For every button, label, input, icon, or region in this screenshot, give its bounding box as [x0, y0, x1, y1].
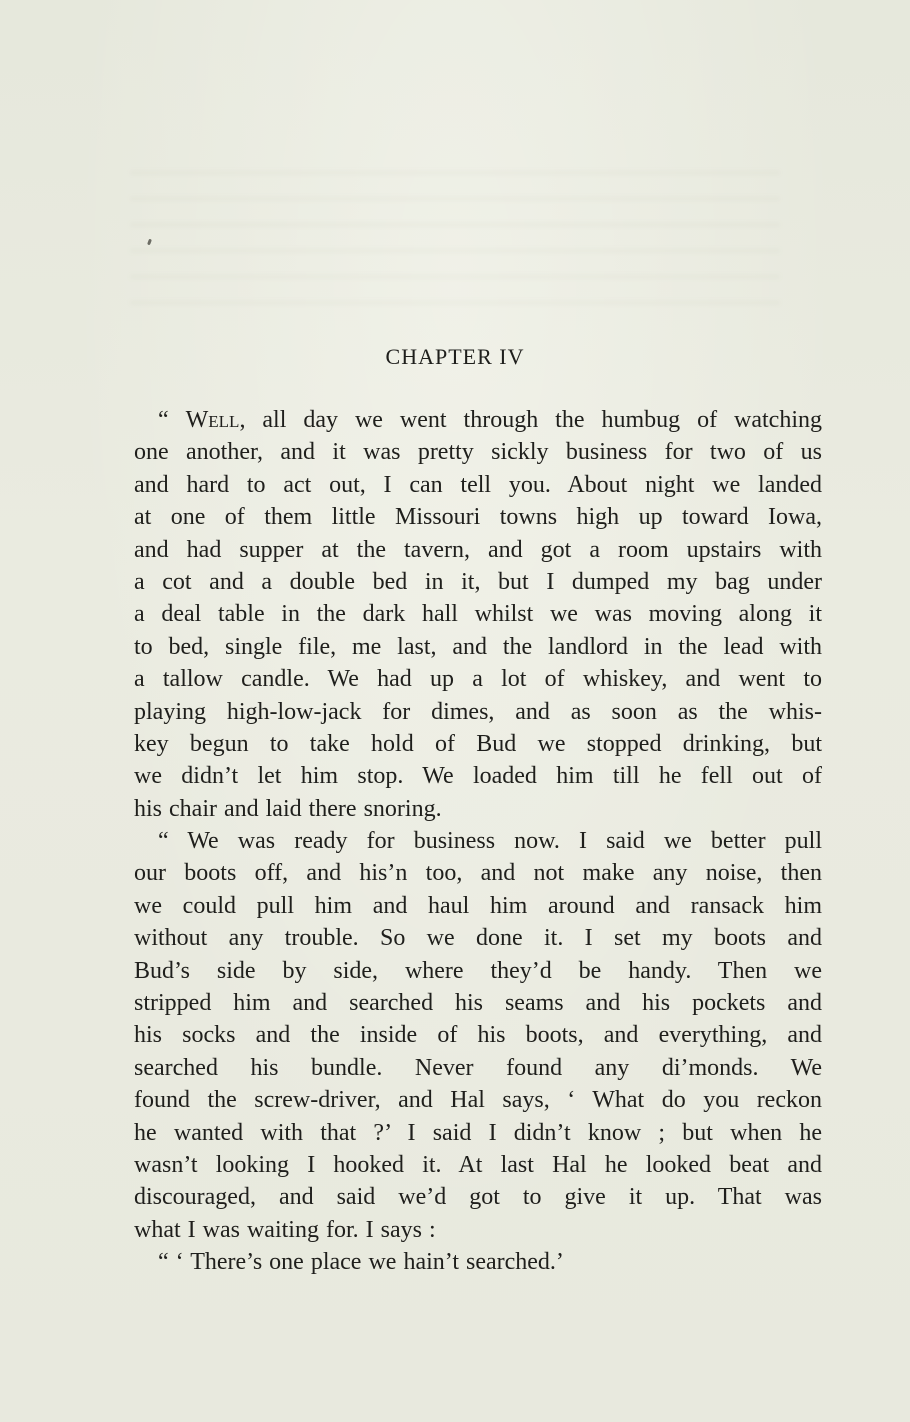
- drop-word: Well: [185, 407, 240, 433]
- text-line: wasn’t looking I hooked it. At last Hal he looked beat and: [134, 1151, 822, 1178]
- text-line: one another, and it was pretty sickly business for two of us: [134, 439, 822, 466]
- bleed-through-shadow: [130, 150, 780, 320]
- text-line: to bed, single file, me last, and the landlord in the lead with: [134, 633, 822, 660]
- paragraph-1: [134, 404, 822, 825]
- text-line: “ Well, all day we went through the humbug of watching: [158, 407, 823, 433]
- paragraph-3: [134, 1246, 822, 1278]
- paragraph-2: [134, 825, 822, 1246]
- text-line: searched his bundle. Never found any di’monds. We: [134, 1054, 822, 1081]
- text-line: his chair and laid there snoring.: [134, 795, 442, 822]
- text-line: a cot and a double bed in it, but I dumped my bag under: [134, 568, 822, 595]
- chapter-body: [134, 404, 822, 1279]
- text-line: playing high-low-jack for dimes, and as soon as the whis-: [134, 698, 822, 725]
- text-line: stripped him and searched his seams and his pockets and: [134, 990, 822, 1017]
- text-line: at one of them little Missouri towns high up toward Iowa,: [134, 504, 822, 531]
- text-line: and hard to act out, I can tell you. About night we landed: [134, 471, 822, 498]
- text-line: he wanted with that ?’ I said I didn’t know ; but when he: [134, 1119, 822, 1146]
- text-line: “ We was ready for business now. I said we better pull: [158, 828, 822, 855]
- text-line: key begun to take hold of Bud we stopped drinking, but: [134, 730, 822, 757]
- text-line: what I was waiting for. I says :: [134, 1216, 436, 1243]
- text-line: “ ‘ There’s one place we hain’t searched.’: [158, 1249, 564, 1276]
- text-line: and had supper at the tavern, and got a room upstairs with: [134, 536, 822, 563]
- text-line: a tallow candle. We had up a lot of whiskey, and went to: [134, 666, 822, 693]
- chapter-heading: CHAPTER IV: [385, 344, 525, 369]
- text-line: we didn’t let him stop. We loaded him till he fell out of: [134, 763, 822, 790]
- text-line: found the screw-driver, and Hal says, ‘ What do you reckon: [134, 1087, 822, 1114]
- text-line: our boots off, and his’n too, and not make any noise, then: [134, 860, 822, 887]
- text-line: discouraged, and said we’d got to give it up. That was: [134, 1184, 822, 1211]
- text-line: Bud’s side by side, where they’d be handy. Then we: [134, 957, 822, 984]
- text-line: we could pull him and haul him around and ransack him: [134, 892, 822, 919]
- text-line: without any trouble. So we done it. I set my boots and: [134, 925, 822, 952]
- text-line: a deal table in the dark hall whilst we was moving along it: [134, 601, 822, 628]
- text-line: his socks and the inside of his boots, and everything, and: [134, 1022, 822, 1049]
